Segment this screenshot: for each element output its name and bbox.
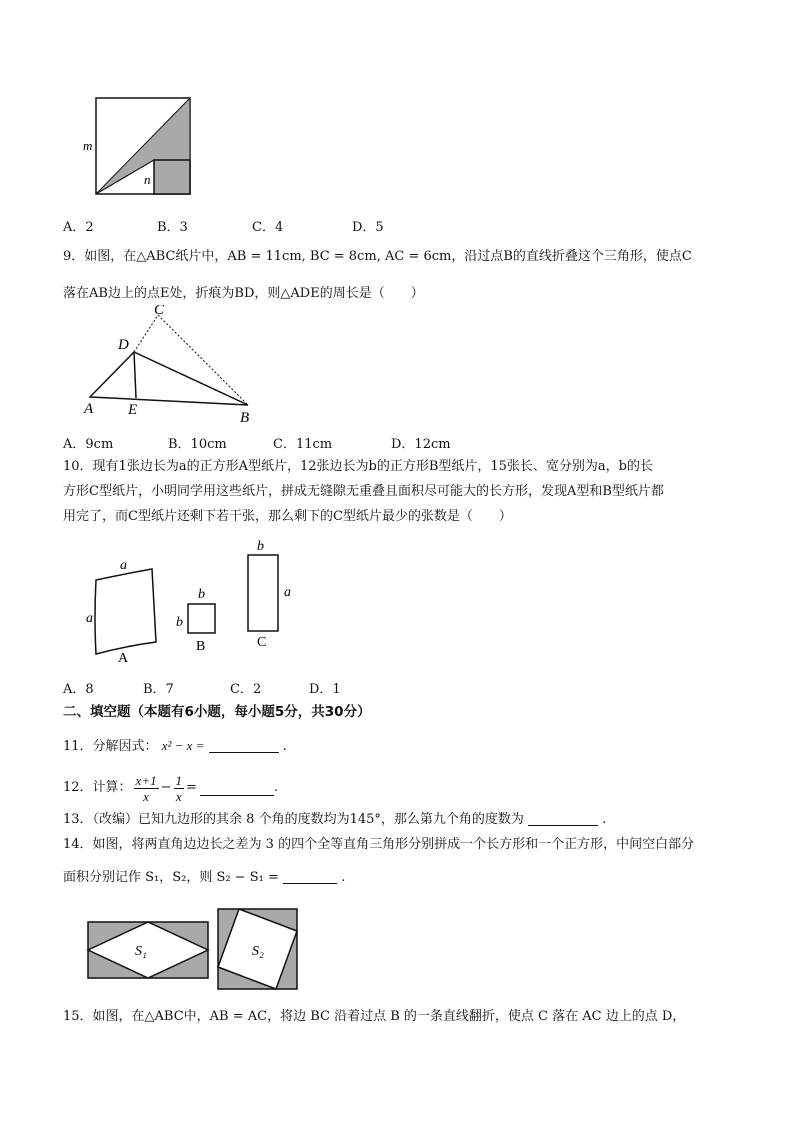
- q12-answer-blank[interactable]: [200, 781, 274, 796]
- section-title-fill-blank: 二、填空题（本题有6小题，每小题5分，共30分）: [63, 704, 371, 720]
- q12-minus: −: [160, 780, 172, 795]
- q11-answer-blank[interactable]: [209, 738, 279, 753]
- q10-label-b-top: b: [198, 587, 205, 602]
- q8-option-a: A．2: [63, 220, 94, 235]
- q10-label-a-left: a: [86, 611, 93, 626]
- q10-label-b-left: b: [176, 615, 183, 630]
- q8-figure: [80, 94, 210, 199]
- q13-answer-blank[interactable]: [528, 811, 598, 826]
- q12-denominator-1: x: [143, 788, 149, 804]
- q10-option-d: D．1: [309, 682, 341, 697]
- q12-prefix: 12．计算：: [63, 780, 132, 795]
- q12: [63, 768, 278, 808]
- q10-label-b-rect: b: [257, 539, 264, 554]
- q10-text-line1: 10．现有1张边长为a的正方形A型纸片，12张边长为b的正方形B型纸片，15张长、宽分别为a，b的长: [63, 459, 653, 474]
- q11: [63, 737, 287, 756]
- q14-answer-blank[interactable]: [283, 869, 337, 884]
- q9-option-b: B．10cm: [168, 437, 227, 452]
- q11-suffix: .: [282, 739, 287, 754]
- q11-prefix: 11．分解因式：: [63, 739, 158, 754]
- q10-option-a: A．8: [63, 682, 94, 697]
- q9-label-c: C: [154, 305, 165, 318]
- q14-line2-prefix: 面积分别记作 S₁，S₂，则 S₂ − S₁ =: [63, 870, 279, 885]
- q8-option-d: D．5: [352, 220, 384, 235]
- q8-option-c: C．4: [252, 220, 284, 235]
- q9-label-d: D: [118, 337, 129, 353]
- q9-label-b: B: [240, 410, 250, 426]
- q10-label-a-rect: a: [284, 585, 291, 600]
- q9-option-a: A．9cm: [63, 437, 114, 452]
- q14-line2-suffix: .: [341, 870, 346, 885]
- q13-text: 13．（改编）已知九边形的其余 8 个角的度数均为145°，那么第九个角的度数为: [63, 812, 524, 827]
- q9-label-a: A: [84, 401, 94, 417]
- q10-option-c: C．2: [230, 682, 262, 697]
- q12-numerator-2: 1: [175, 772, 182, 788]
- q10-label-B: B: [196, 639, 206, 654]
- q8-option-b: B．3: [157, 220, 188, 235]
- q14-figure: [80, 903, 310, 995]
- q8-label-m: m: [83, 138, 93, 153]
- q12-fraction-1: [134, 773, 159, 804]
- q13: [63, 811, 606, 829]
- q10-label-a-top: a: [120, 558, 127, 573]
- q10-text-line2: 方形C型纸片，小明同学用这些纸片，拼成无缝隙无重叠且面积尽可能大的长方形，发现A型和B型纸片都: [63, 484, 664, 499]
- q15-text-line1: 15．如图，在△ABC中，AB = AC，将边 BC 沿着过点 B 的一条直线翻折，使点 C 落在 AC 边上的点 D，: [63, 1009, 686, 1024]
- q9-text-line2: 落在AB边上的点E处，折痕为BD，则△ADE的周长是（ ）: [63, 286, 424, 301]
- q12-suffix: .: [273, 780, 279, 795]
- q12-fraction-2: [174, 773, 185, 804]
- q10-label-A: A: [118, 651, 129, 666]
- q9-option-c: C．11cm: [273, 437, 333, 452]
- q12-equals: =: [186, 780, 197, 795]
- q9-label-e: E: [128, 402, 138, 418]
- q12-numerator-1: x+1: [135, 772, 157, 788]
- q14-text-line1: 14．如图，将两直角边边长之差为 3 的四个全等直角三角形分别拼成一个长方形和一个正方形，中间空白部分: [63, 837, 695, 852]
- q10-label-C: C: [257, 635, 267, 650]
- q10-figure: [80, 538, 300, 668]
- q8-label-n: n: [144, 172, 151, 187]
- q14-text-line2: [63, 869, 345, 887]
- q9-text-line1: 9．如图，在△ABC纸片中，AB = 11cm, BC = 8cm, AC = 6cm，沿过点B的直线折叠这个三角形，使点C: [63, 249, 692, 264]
- q9-option-d: D．12cm: [391, 437, 451, 452]
- q9-figure: [80, 305, 280, 430]
- q10-option-b: B．7: [143, 682, 174, 697]
- q13-suffix: .: [602, 812, 607, 827]
- q11-expression: x² − x =: [161, 738, 205, 753]
- q10-text-line3: 用完了，而C型纸片还剩下若干张，那么剩下的C型纸片最少的张数是（ ）: [63, 509, 512, 524]
- q14-label-s1: S₁: [135, 944, 147, 959]
- q14-label-s2: S₂: [252, 944, 264, 959]
- q12-denominator-2: x: [175, 788, 182, 804]
